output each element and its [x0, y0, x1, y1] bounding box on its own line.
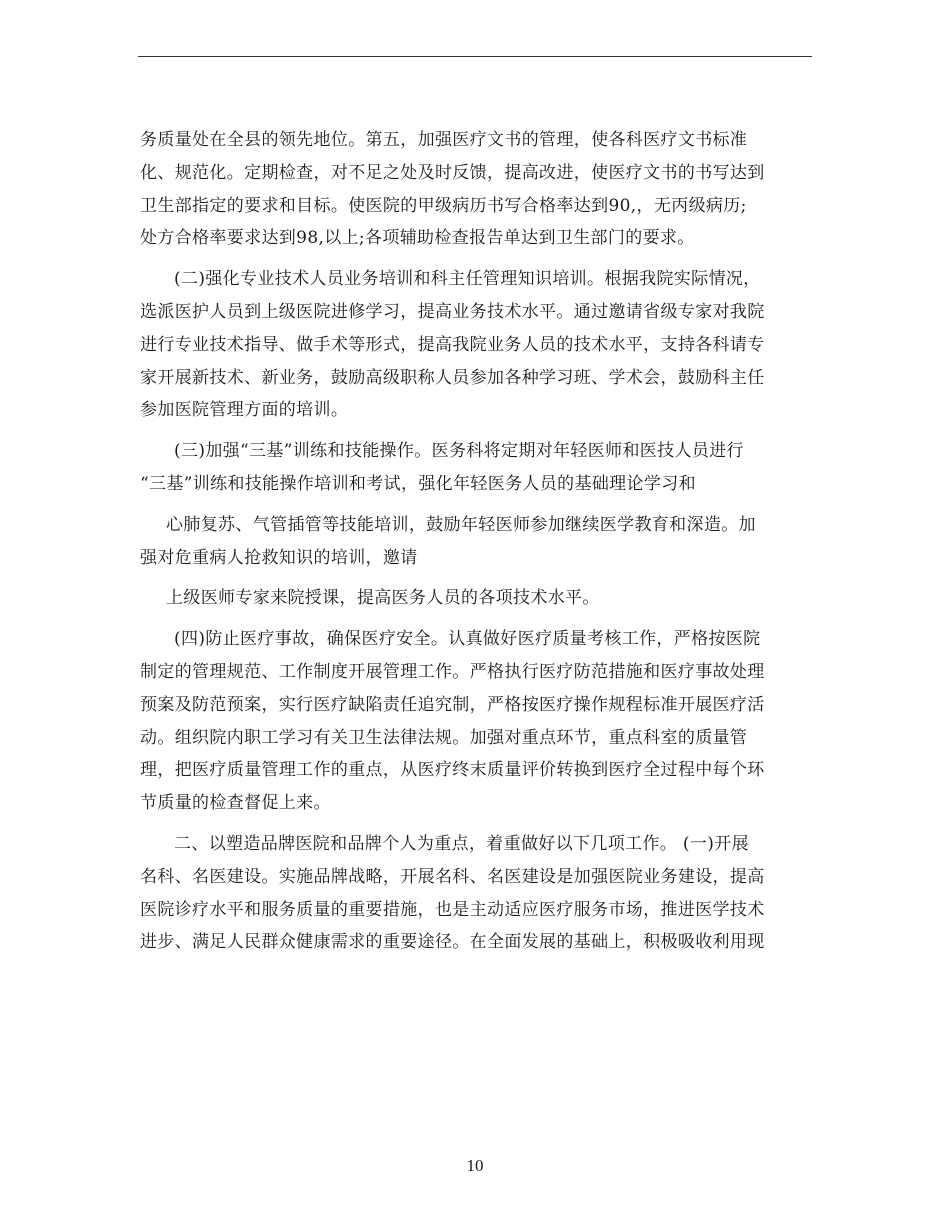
header-rule [138, 56, 812, 57]
text-line: 医院诊疗水平和服务质量的重要措施，也是主动适应医疗服务市场，推进医学技术 [140, 899, 765, 920]
text-line: 上级医师专家来院授课，提高医务人员的各项技术水平。 [166, 588, 600, 609]
text-line: 制定的管理规范、工作制度开展管理工作。严格执行医疗防范措施和医疗事故处理 [140, 661, 765, 682]
text-line: 参加医院管理方面的培训。 [140, 400, 349, 421]
text-line: 化、规范化。定期检查，对不足之处及时反馈，提高改进，使医疗文书的书写达到 [140, 162, 765, 183]
text-line: 进行专业技术指导、做手术等形式，提高我院业务人员的技术水平，支持各科请专 [140, 334, 765, 355]
text-line: (二)强化专业技术人员业务培训和科主任管理知识培训。根据我院实际情况， [174, 269, 761, 290]
text-line: 二、以塑造品牌医院和品牌个人为重点，着重做好以下几项工作。 (一)开展 [174, 833, 749, 854]
text-line: 强对危重病人抢救知识的培训，邀请 [140, 547, 418, 568]
text-line: 动。组织院内职工学习有关卫生法律法规。加强对重点环节，重点科室的质量管 [140, 727, 748, 748]
text-line: 心肺复苏、气管插管等技能培训，鼓励年轻医师参加继续医学教育和深造。加 [166, 514, 756, 535]
text-line: (三)加强“三基”训练和技能操作。医务科将定期对年轻医师和医技人员进行 [174, 441, 744, 462]
text-line: “三基”训练和技能操作培训和考试，强化年轻医务人员的基础理论学习和 [140, 473, 696, 494]
text-line: 卫生部指定的要求和目标。使医院的甲级病历书写合格率达到90,，无丙级病历; [140, 195, 747, 216]
text-line: 理，把医疗质量管理工作的重点，从医疗终末质量评价转换到医疗全过程中每个环 [140, 760, 765, 781]
text-line: (四)防止医疗事故，确保医疗安全。认真做好医疗质量考核工作，严格按医院 [174, 629, 761, 650]
text-line: 处方合格率要求达到98,以上;各项辅助检查报告单达到卫生部门的要求。 [140, 228, 695, 249]
text-line: 选派医护人员到上级医院进修学习，提高业务技术水平。通过邀请省级专家对我院 [140, 301, 765, 322]
text-line: 预案及防范预案，实行医疗缺陷责任追究制，严格按医疗操作规程标准开展医疗活 [140, 694, 765, 715]
document-body [140, 124, 820, 959]
text-line: 进步、满足人民群众健康需求的重要途径。在全面发展的基础上，积极吸收利用现 [140, 932, 765, 953]
text-line: 节质量的检查督促上来。 [140, 793, 331, 814]
page-number: 10 [466, 1156, 484, 1175]
text-line: 务质量处在全县的领先地位。第五，加强医疗文书的管理，使各科医疗文书标准 [140, 130, 748, 150]
text-line: 名科、名医建设。实施品牌战略，开展名科、名医建设是加强医院业务建设，提高 [140, 866, 765, 887]
text-line: 家开展新技术、新业务，鼓励高级职称人员参加各种学习班、学术会，鼓励科主任 [140, 367, 765, 388]
